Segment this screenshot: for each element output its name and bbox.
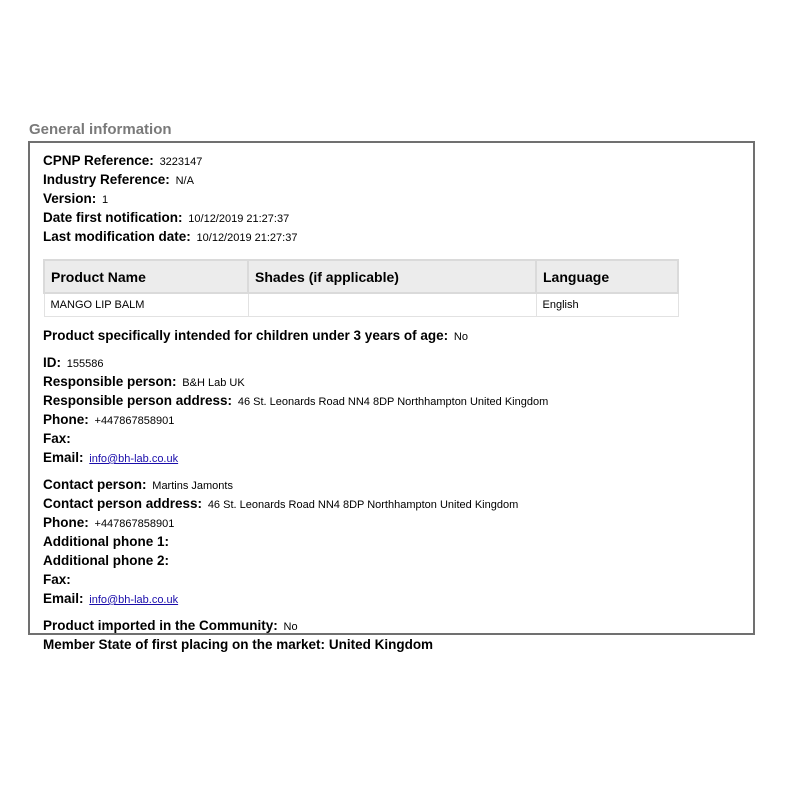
imported-label: Product imported in the Community: <box>43 618 278 633</box>
industry-reference-value: N/A <box>175 175 194 187</box>
contact-fax-row <box>43 571 743 590</box>
rp-fax-row <box>43 430 743 449</box>
version-value: 1 <box>102 194 109 206</box>
contact-address-value: 46 St. Leonards Road NN4 8DP Northhampton United Kingdom <box>207 499 519 511</box>
member-state-row <box>43 636 743 653</box>
general-information-box <box>28 141 755 652</box>
additional-phone-2-row <box>43 552 743 571</box>
member-state-value: United Kingdom <box>328 637 434 652</box>
rp-email-row <box>43 449 743 468</box>
cpnp-reference-value: 3223147 <box>159 156 203 168</box>
language-header: Language <box>536 260 678 293</box>
last-modification-value: 10/12/2019 21:27:37 <box>196 232 298 244</box>
shades-header: Shades (if applicable) <box>248 260 536 293</box>
contact-address-row <box>43 495 743 514</box>
contact-person-value: Martins Jamonts <box>152 480 233 492</box>
responsible-address-label: Responsible person address: <box>43 393 233 408</box>
additional-phone-1-label: Additional phone 1: <box>43 534 169 549</box>
additional-phone-1-row <box>43 533 743 552</box>
first-notification-value: 10/12/2019 21:27:37 <box>188 213 290 225</box>
contact-person-row <box>43 476 743 495</box>
language-cell: English <box>536 293 678 317</box>
general-information-content <box>43 152 743 653</box>
rp-email-link[interactable]: info@bh-lab.co.uk <box>89 453 179 465</box>
rp-id-label: ID: <box>43 355 61 370</box>
rp-id-value: 155586 <box>66 358 104 370</box>
rp-phone-row <box>43 411 743 430</box>
responsible-address-value: 46 St. Leonards Road NN4 8DP Northhampton United Kingdom <box>237 396 549 408</box>
responsible-person-value: B&H Lab UK <box>182 377 245 389</box>
contact-fax-label: Fax: <box>43 572 71 587</box>
first-notification-row <box>43 209 743 228</box>
rp-phone-label: Phone: <box>43 412 89 427</box>
member-state-label: Member State of first placing on the market: <box>43 637 326 652</box>
rp-id-row <box>43 354 743 373</box>
table-row <box>44 293 678 317</box>
last-modification-row <box>43 228 743 247</box>
version-row <box>43 190 743 209</box>
responsible-address-row <box>43 392 743 411</box>
cpnp-reference-label: CPNP Reference: <box>43 153 154 168</box>
rp-email-label: Email: <box>43 450 84 465</box>
version-label: Version: <box>43 191 97 206</box>
product-table-header-row <box>44 260 678 293</box>
children-under-3-row <box>43 327 743 346</box>
contact-person-label: Contact person: <box>43 477 147 492</box>
additional-phone-2-label: Additional phone 2: <box>43 553 169 568</box>
cpnp-reference-row <box>43 152 743 171</box>
contact-address-label: Contact person address: <box>43 496 203 511</box>
children-under-3-value: No <box>453 331 468 343</box>
contact-phone-label: Phone: <box>43 515 89 530</box>
industry-reference-label: Industry Reference: <box>43 172 170 187</box>
rp-fax-label: Fax: <box>43 431 71 446</box>
contact-email-label: Email: <box>43 591 84 606</box>
section-title: General information <box>29 121 172 138</box>
contact-phone-value: +447867858901 <box>94 518 175 530</box>
product-table <box>43 259 679 317</box>
product-name-cell: MANGO LIP BALM <box>44 293 248 317</box>
first-notification-label: Date first notification: <box>43 210 183 225</box>
imported-row <box>43 617 743 636</box>
contact-email-row <box>43 590 743 609</box>
responsible-person-label: Responsible person: <box>43 374 177 389</box>
last-modification-label: Last modification date: <box>43 229 191 244</box>
children-under-3-label: Product specifically intended for children under 3 years of age: <box>43 328 449 343</box>
shades-cell <box>248 293 536 317</box>
product-name-header: Product Name <box>44 260 248 293</box>
industry-reference-row <box>43 171 743 190</box>
imported-value: No <box>283 621 298 633</box>
contact-email-link[interactable]: info@bh-lab.co.uk <box>89 594 179 606</box>
rp-phone-value: +447867858901 <box>94 415 175 427</box>
contact-phone-row <box>43 514 743 533</box>
responsible-person-row <box>43 373 743 392</box>
